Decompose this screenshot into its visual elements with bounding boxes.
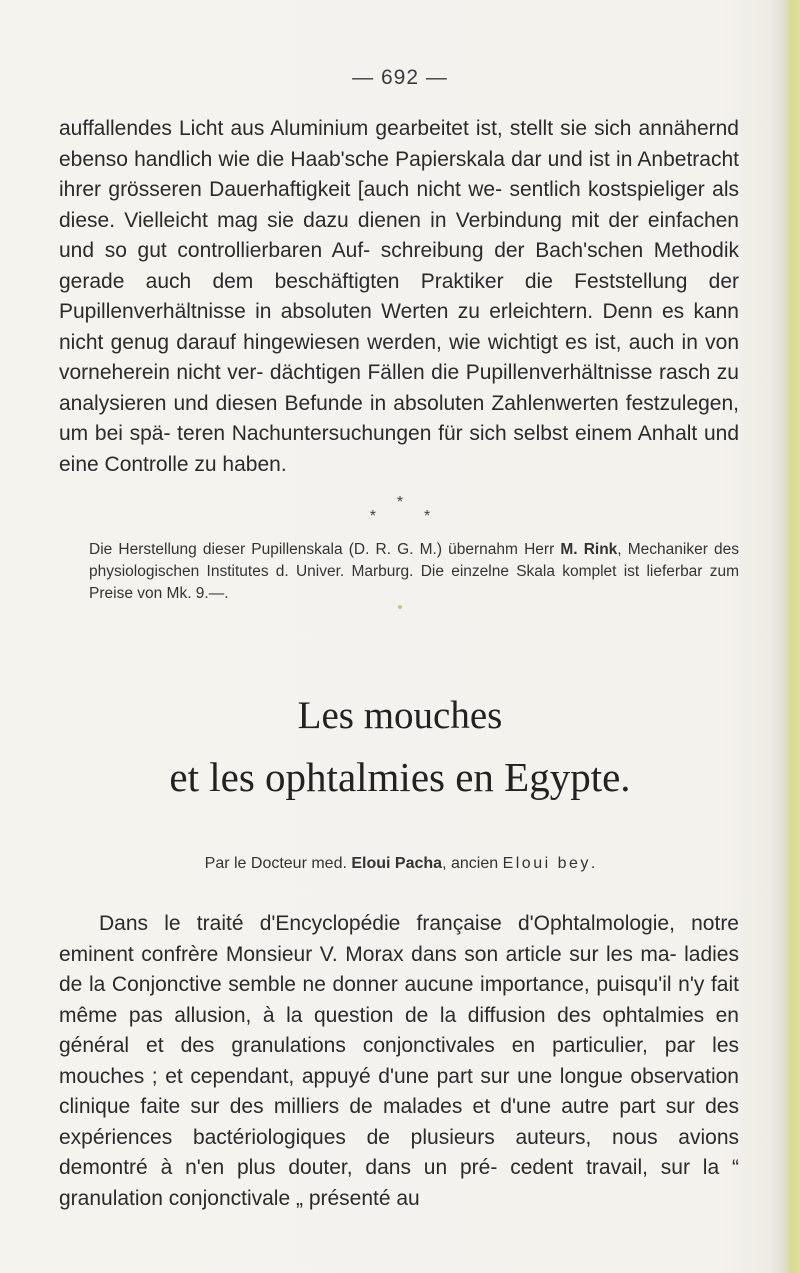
page-edge-shadow <box>770 0 800 1273</box>
footnote <box>89 539 739 605</box>
note-name: M. Rink <box>560 541 618 558</box>
note-text: Die Herstellung dieser Pupillenskala (D. R. G. M.) übernahm Herr <box>89 541 561 558</box>
paragraph-continuation <box>59 114 739 480</box>
asterisk: * <box>369 508 376 525</box>
article-title-line1: Les mouches <box>297 694 503 737</box>
page-number: — 692 — <box>352 66 448 89</box>
paragraph-text: auffallendes Licht aus Aluminium gearbeitet ist, stellt sie sich annähernd ebenso handlich wie die Haab'sche Papierskala dar und ist in Anbetracht ihrer grösseren Dauerhaftigkeit [auch nicht we- sentlich kostspieliger als diese. Vielleicht mag sie dazu dienen in Verbindung mit der einfachen und so gut controllierbaren Auf- schreibung der Bach'schen Methodik gerade auch dem beschäftigten Praktiker die Feststellung der Pupillenverhältnisse in absoluten Werten zu erleichtern. Denn es kann nicht genug darauf hingewiesen werden, wie wichtigt es ist, auch in von vorneherein nicht ver- dächtigen Fällen die Pupillenverhältnisse rasch zu analysieren und diesen Befunde in absoluten Zahlenwerten festzulegen, um bei spä- teren Nachuntersuchungen für sich selbst einem Anhalt und eine Controlle zu haben. <box>59 117 739 476</box>
article-paragraph <box>59 909 739 1214</box>
asterism-bottom <box>0 508 800 526</box>
paragraph-text: Dans le traité d'Encyclopédie française d'Ophtalmologie, notre eminent confrère Monsieur V. Morax dans son article sur les ma- ladies de la Conjonctive semble ne donner aucune importance, puisqu'il n'y fait même pas allusion, à la question de la diffusion des ophtalmies en général et des granulations conjonctivales en particulier, par les mouches ; et cependant, appuyé d'une part sur une longue observation clinique faite sur des milliers de malades et d'une autre part sur des expériences bactériologiques de plusieurs auteurs, nous avions demontré à n'en plus douter, dans un pré- cedent travail, sur la “ granulation conjonctivale „ présenté au <box>59 912 739 1210</box>
note-text-end: , Mechaniker des physiologischen Institutes d. Univer. Marburg. Die einzelne Skala komplet ist lieferbar zum Preise von Mk. 9.—. <box>89 541 739 602</box>
ink-dot <box>398 605 402 609</box>
asterisk: * <box>396 494 404 511</box>
article-title-line2: et les ophtalmies en Egypte. <box>169 754 631 800</box>
author-name: Eloui Pacha <box>351 855 443 872</box>
asterisk: * <box>424 508 431 525</box>
article-byline: Par le Docteur med. Eloui Pacha, ancien Eloui bey. <box>204 855 596 872</box>
